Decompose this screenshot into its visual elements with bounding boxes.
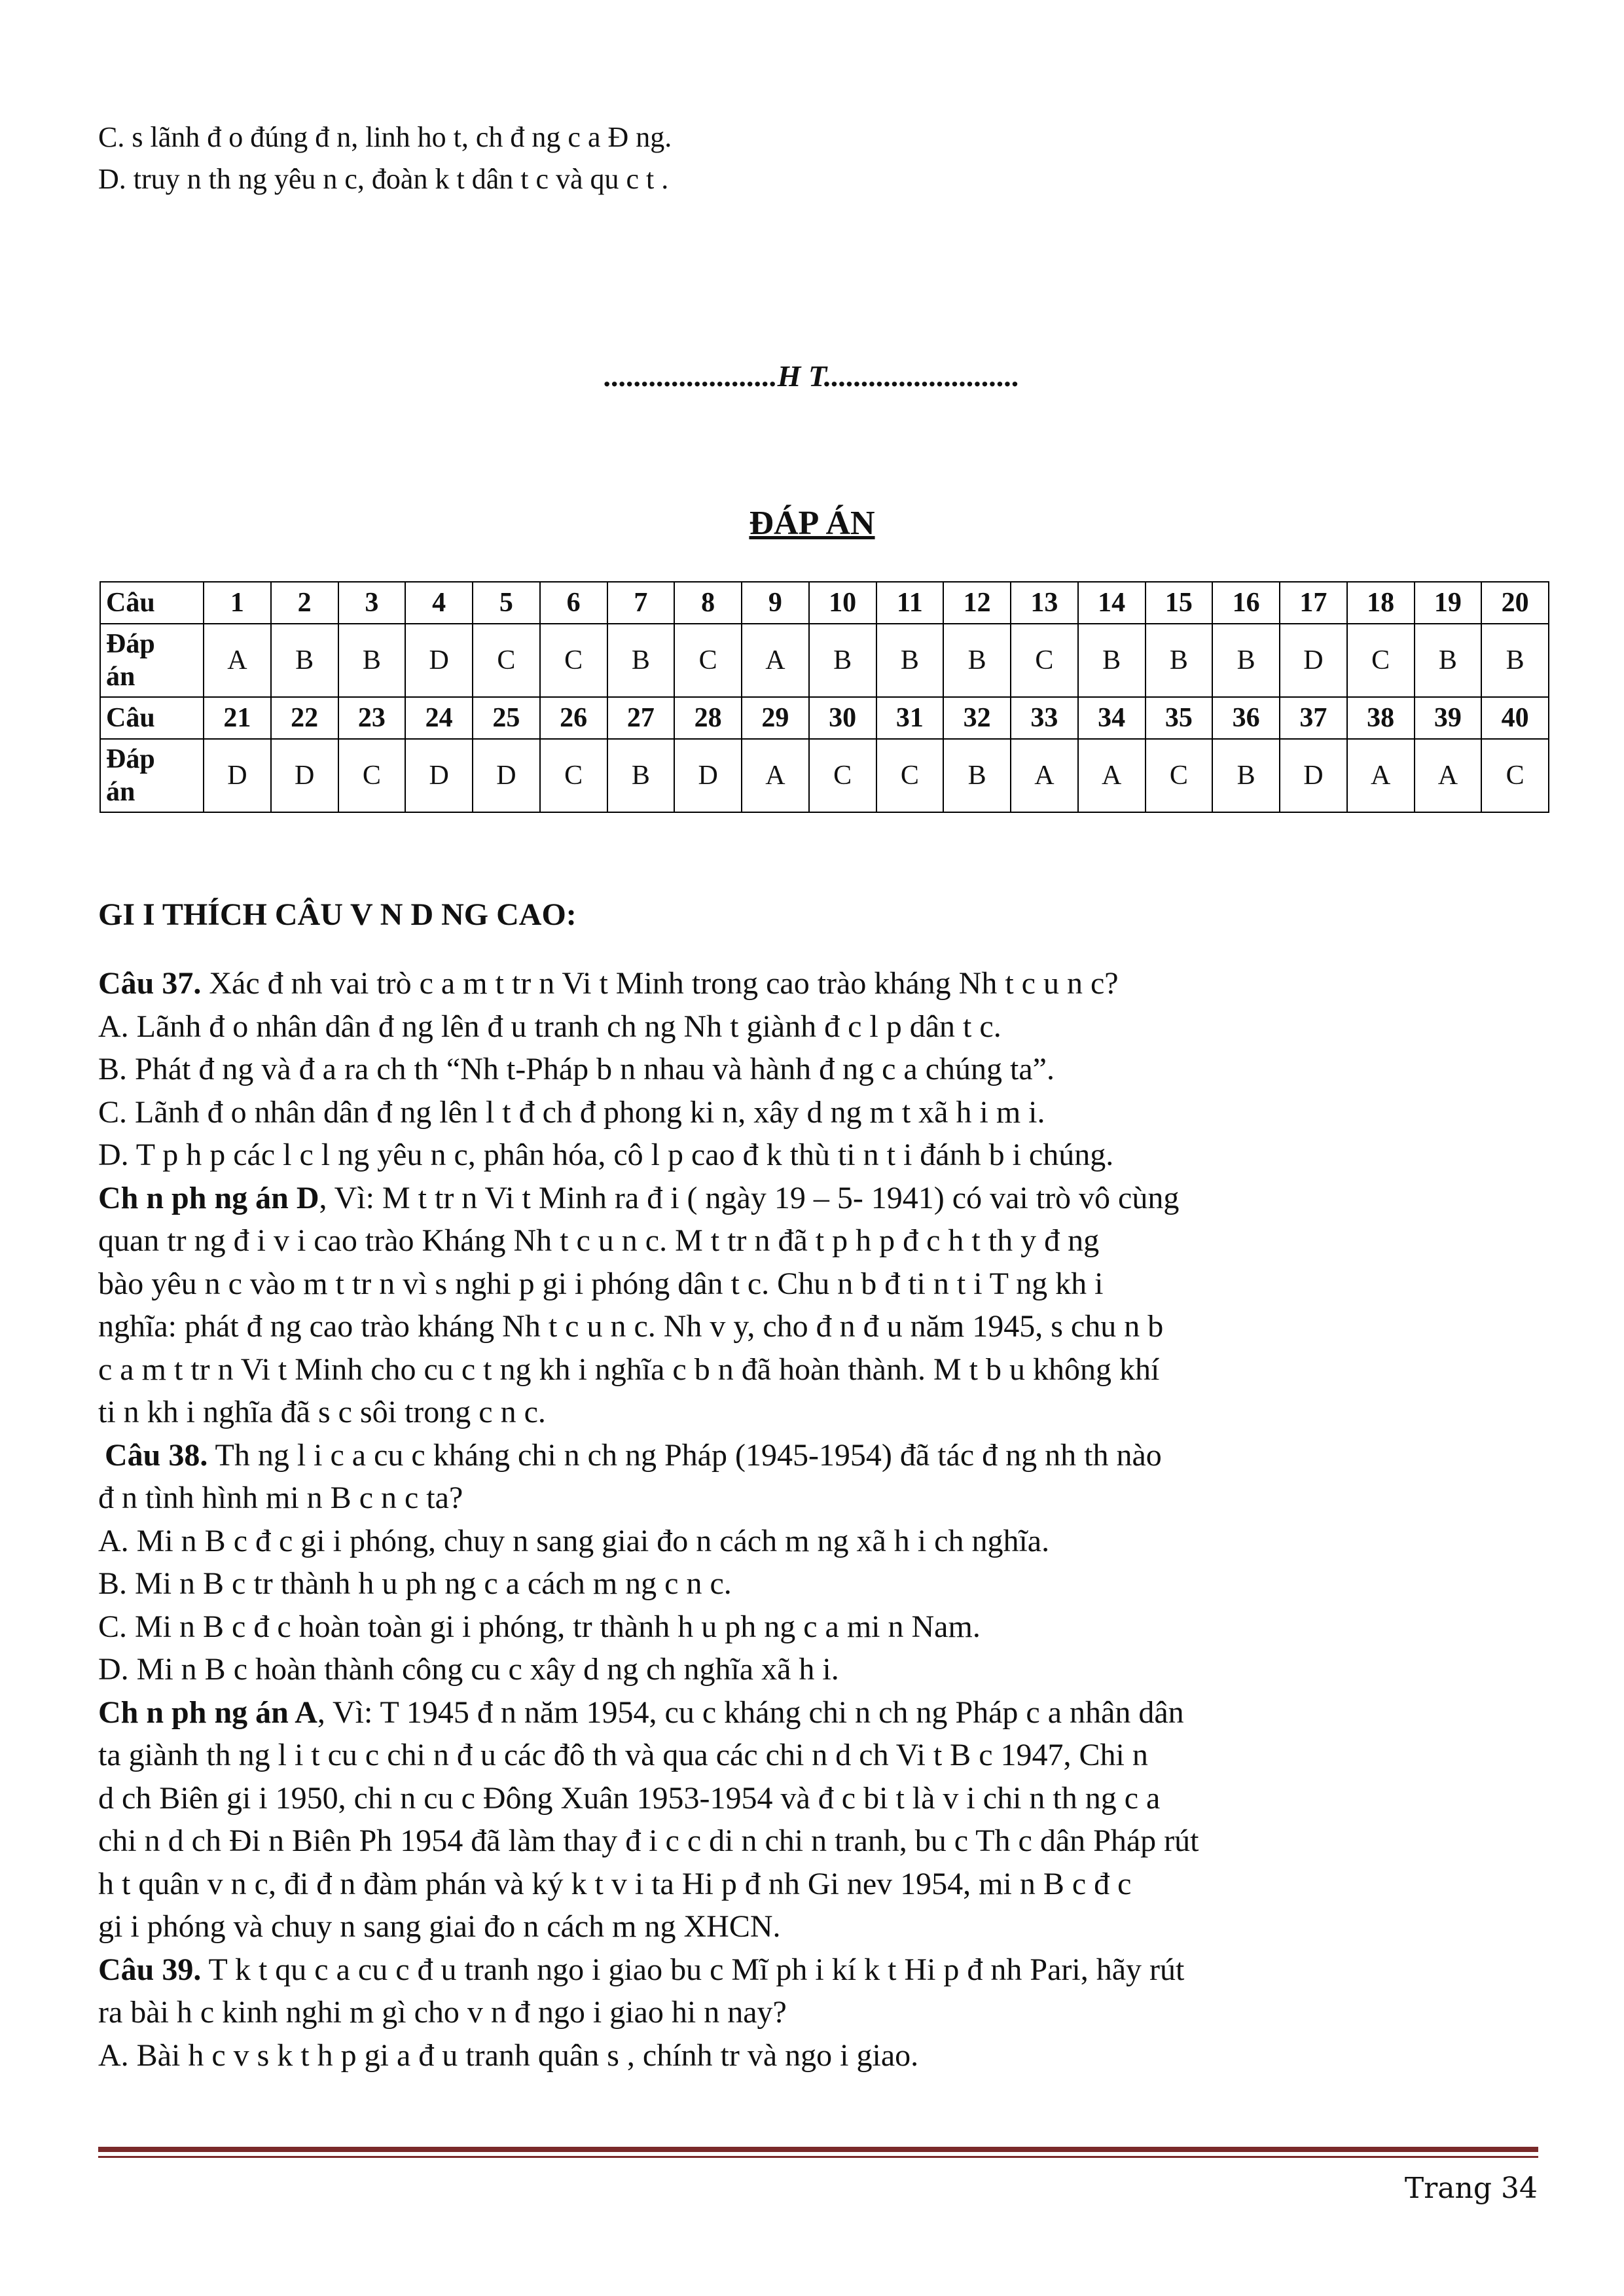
- question-label: Câu: [100, 582, 204, 624]
- question-number-cell: 22: [271, 697, 338, 739]
- question-number-cell: 37: [1280, 697, 1347, 739]
- answer-cell: D: [405, 624, 473, 697]
- answer-key-title: ĐÁP ÁN: [749, 505, 875, 542]
- answer-cell: D: [405, 739, 473, 812]
- answer-cell: A: [1078, 739, 1146, 812]
- question-text-cont: đ n tình hình mi n B c n c ta?: [98, 1480, 463, 1515]
- answer-cell: D: [674, 739, 742, 812]
- question-39: [98, 1948, 1545, 1992]
- answer-cell: B: [271, 624, 338, 697]
- answer-cell: A: [742, 739, 809, 812]
- answer-cell: C: [1146, 739, 1213, 812]
- question-number-cell: 21: [204, 697, 271, 739]
- answer-cell: B: [1415, 624, 1482, 697]
- question-label: Câu 37.: [98, 966, 202, 1001]
- answer-cell: C: [540, 624, 607, 697]
- answer-cell: C: [674, 624, 742, 697]
- option-c: C. Lãnh đ o nhân dân đ ng lên l t đ ch đ phong ki n, xây d ng m t xã h i m i.: [98, 1094, 1045, 1130]
- answer-cell: D: [473, 739, 540, 812]
- answer-cell: B: [607, 739, 675, 812]
- question-number-cell: 11: [876, 582, 944, 624]
- answer-explanation-line: h t quân v n c, đi đ n đàm phán và ký k t v i ta Hi p đ nh Gi nev 1954, mi n B c đ c: [98, 1866, 1132, 1901]
- question-number-cell: 39: [1415, 697, 1482, 739]
- question-text: T k t qu c a cu c đ u tranh ngo i giao bu c Mĩ ph i kí k t Hi p đ nh Pari, hãy rút: [201, 1952, 1185, 1987]
- option-a: A. Bài h c v s k t h p gi a đ u tranh quân s , chính tr và ngo i giao.: [98, 2037, 919, 2073]
- question-number-cell: 19: [1415, 582, 1482, 624]
- question-number-cell: 1: [204, 582, 271, 624]
- footer-rule: [98, 2147, 1538, 2152]
- option-a: A. Lãnh đ o nhân dân đ ng lên đ u tranh ch ng Nh t giành đ c l p dân t c.: [98, 1009, 1001, 1044]
- answer-explanation-line: Ch n ph ng án A, Vì: T 1945 đ n năm 1954, cu c kháng chi n ch ng Pháp c a nhân dân: [98, 1695, 1184, 1730]
- question-number-cell: 8: [674, 582, 742, 624]
- answer-explanation-line: c a m t tr n Vi t Minh cho cu c t ng kh i nghĩa c b n đã hoàn thành. M t b u không khí: [98, 1352, 1160, 1387]
- question-number-cell: 4: [405, 582, 473, 624]
- question-number-cell: 17: [1280, 582, 1347, 624]
- question-number-cell: 27: [607, 697, 675, 739]
- answer-cell: A: [1011, 739, 1078, 812]
- answer-row-2: [100, 739, 1549, 812]
- question-number-cell: 32: [943, 697, 1011, 739]
- question-label: Câu: [100, 697, 204, 739]
- answer-explanation-line: gi i phóng và chuy n sang giai đo n cách m ng XHCN.: [98, 1909, 781, 1944]
- answer-cell: A: [742, 624, 809, 697]
- answer-cell: A: [204, 624, 271, 697]
- question-number-cell: 33: [1011, 697, 1078, 739]
- answer-cell: B: [1212, 624, 1280, 697]
- question-number-cell: 6: [540, 582, 607, 624]
- answer-explanation-line: Ch n ph ng án D, Vì: M t tr n Vi t Minh ra đ i ( ngày 19 – 5- 1941) có vai trò vô cùng: [98, 1180, 1180, 1215]
- question-number-cell: 36: [1212, 697, 1280, 739]
- answer-cell: B: [943, 624, 1011, 697]
- answer-cell: C: [876, 739, 944, 812]
- answer-cell: B: [1146, 624, 1213, 697]
- question-number-cell: 5: [473, 582, 540, 624]
- answer-cell: D: [1280, 739, 1347, 812]
- answer-cell: B: [607, 624, 675, 697]
- answer-cell: D: [204, 739, 271, 812]
- answer-explanation-line: quan tr ng đ i v i cao trào Kháng Nh t c u n c. M t tr n đã t p h p đ c h t th y đ ng: [98, 1223, 1100, 1258]
- answer-explanation-line: bào yêu n c vào m t tr n vì s nghi p gi i phóng dân t c. Chu n b đ ti n t i T ng kh i: [98, 1266, 1104, 1301]
- answer-cell: D: [1280, 624, 1347, 697]
- question-number-cell: 40: [1481, 697, 1549, 739]
- answer-cell: C: [1481, 739, 1549, 812]
- page-number: Trang 34: [1404, 2172, 1538, 2205]
- answer-cell: B: [1078, 624, 1146, 697]
- question-number-cell: 23: [338, 697, 406, 739]
- option-a: A. Mi n B c đ c gi i phóng, chuy n sang giai đo n cách m ng xã h i ch nghĩa.: [98, 1523, 1050, 1558]
- answer-cell: C: [540, 739, 607, 812]
- chosen-answer: Ch n ph ng án A: [98, 1695, 317, 1730]
- question-number-cell: 24: [405, 697, 473, 739]
- answer-explanation-line: ti n kh i nghĩa đã s c sôi trong c n c.: [98, 1395, 546, 1429]
- question-37: [98, 962, 1545, 1005]
- explanations: [98, 962, 1545, 2077]
- answer-cell: C: [473, 624, 540, 697]
- question-number-cell: 2: [271, 582, 338, 624]
- answer-cell: B: [876, 624, 944, 697]
- option-b: B. Phát đ ng và đ a ra ch th “Nh t-Pháp b n nhau và hành đ ng c a chúng ta”.: [98, 1052, 1055, 1086]
- question-number-cell: 29: [742, 697, 809, 739]
- option-c-prev-question: C. s lãnh đ o đúng đ n, linh ho t, ch đ ng c a Đ ng.: [98, 121, 672, 153]
- chosen-answer: Ch n ph ng án D: [98, 1180, 319, 1215]
- question-number-cell: 16: [1212, 582, 1280, 624]
- answer-cell: C: [809, 739, 876, 812]
- question-number-cell: 38: [1347, 697, 1415, 739]
- answer-cell: C: [1011, 624, 1078, 697]
- question-number-cell: 26: [540, 697, 607, 739]
- question-number-cell: 7: [607, 582, 675, 624]
- question-label: Câu 38.: [105, 1437, 208, 1473]
- question-number-cell: 3: [338, 582, 406, 624]
- question-number-cell: 14: [1078, 582, 1146, 624]
- answer-explanation-line: chi n d ch Đi n Biên Ph 1954 đã làm thay đ i c c di n chi n tranh, bu c Th c dân Pháp rút: [98, 1823, 1199, 1858]
- option-c: C. Mi n B c đ c hoàn toàn gi i phóng, tr thành h u ph ng c a mi n Nam.: [98, 1609, 981, 1644]
- option-d: D. T p h p các l c l ng yêu n c, phân hóa, cô l p cao đ k thù ti n t i đánh b i chúng.: [98, 1138, 1114, 1172]
- question-number-cell: 35: [1146, 697, 1213, 739]
- question-label: Câu 39.: [98, 1952, 202, 1987]
- answer-cell: B: [943, 739, 1011, 812]
- answer-cell: D: [271, 739, 338, 812]
- answer-cell: B: [1481, 624, 1549, 697]
- question-number-cell: 9: [742, 582, 809, 624]
- answer-cell: C: [1347, 624, 1415, 697]
- answer-label: Đáp án: [100, 739, 204, 812]
- answer-cell: B: [338, 624, 406, 697]
- answer-cell: A: [1415, 739, 1482, 812]
- end-marker: .......................H T..........................: [604, 359, 1020, 393]
- answer-explanation-line: d ch Biên gi i 1950, chi n cu c Đông Xuân 1953-1954 và đ c bi t là v i chi n th ng c a: [98, 1780, 1161, 1816]
- answer-label: Đáp án: [100, 624, 204, 697]
- question-number-cell: 34: [1078, 697, 1146, 739]
- question-number-cell: 10: [809, 582, 876, 624]
- answer-cell: C: [338, 739, 406, 812]
- answer-key-table: [99, 581, 1549, 813]
- question-text: Xác đ nh vai trò c a m t tr n Vi t Minh trong cao trào kháng Nh t c u n c?: [201, 966, 1119, 1001]
- question-number-cell: 13: [1011, 582, 1078, 624]
- question-text-cont: ra bài h c kinh nghi m gì cho v n đ ngo i giao hi n nay?: [98, 1995, 787, 2030]
- question-number-cell: 20: [1481, 582, 1549, 624]
- answer-explanation-line: nghĩa: phát đ ng cao trào kháng Nh t c u n c. Nh v y, cho đ n đ u năm 1945, s chu n b: [98, 1309, 1164, 1344]
- answer-explanation-line: ta giành th ng l i t cu c chi n đ u các đô th và qua các chi n d ch Vi t B c 1947, Chi n: [98, 1738, 1148, 1772]
- question-number-cell: 31: [876, 697, 944, 739]
- option-d-prev-question: D. truy n th ng yêu n c, đoàn k t dân t c và qu c t .: [98, 163, 669, 195]
- question-row-2: [100, 697, 1549, 739]
- question-row-1: [100, 582, 1549, 624]
- question-number-cell: 15: [1146, 582, 1213, 624]
- question-38: [98, 1434, 1545, 1477]
- answer-cell: B: [809, 624, 876, 697]
- question-number-cell: 12: [943, 582, 1011, 624]
- answer-row-1: [100, 624, 1549, 697]
- answer-cell: A: [1347, 739, 1415, 812]
- option-d: D. Mi n B c hoàn thành công cu c xây d ng ch nghĩa xã h i.: [98, 1652, 839, 1687]
- question-number-cell: 18: [1347, 582, 1415, 624]
- question-number-cell: 25: [473, 697, 540, 739]
- question-number-cell: 30: [809, 697, 876, 739]
- question-number-cell: 28: [674, 697, 742, 739]
- footer-rule-thin: [98, 2156, 1538, 2158]
- question-text: Th ng l i c a cu c kháng chi n ch ng Pháp (1945-1954) đã tác đ ng nh th nào: [208, 1437, 1162, 1473]
- answer-cell: B: [1212, 739, 1280, 812]
- option-b: B. Mi n B c tr thành h u ph ng c a cách m ng c n c.: [98, 1566, 732, 1601]
- section-title: GI I THÍCH CÂU V N D NG CAO:: [98, 897, 577, 932]
